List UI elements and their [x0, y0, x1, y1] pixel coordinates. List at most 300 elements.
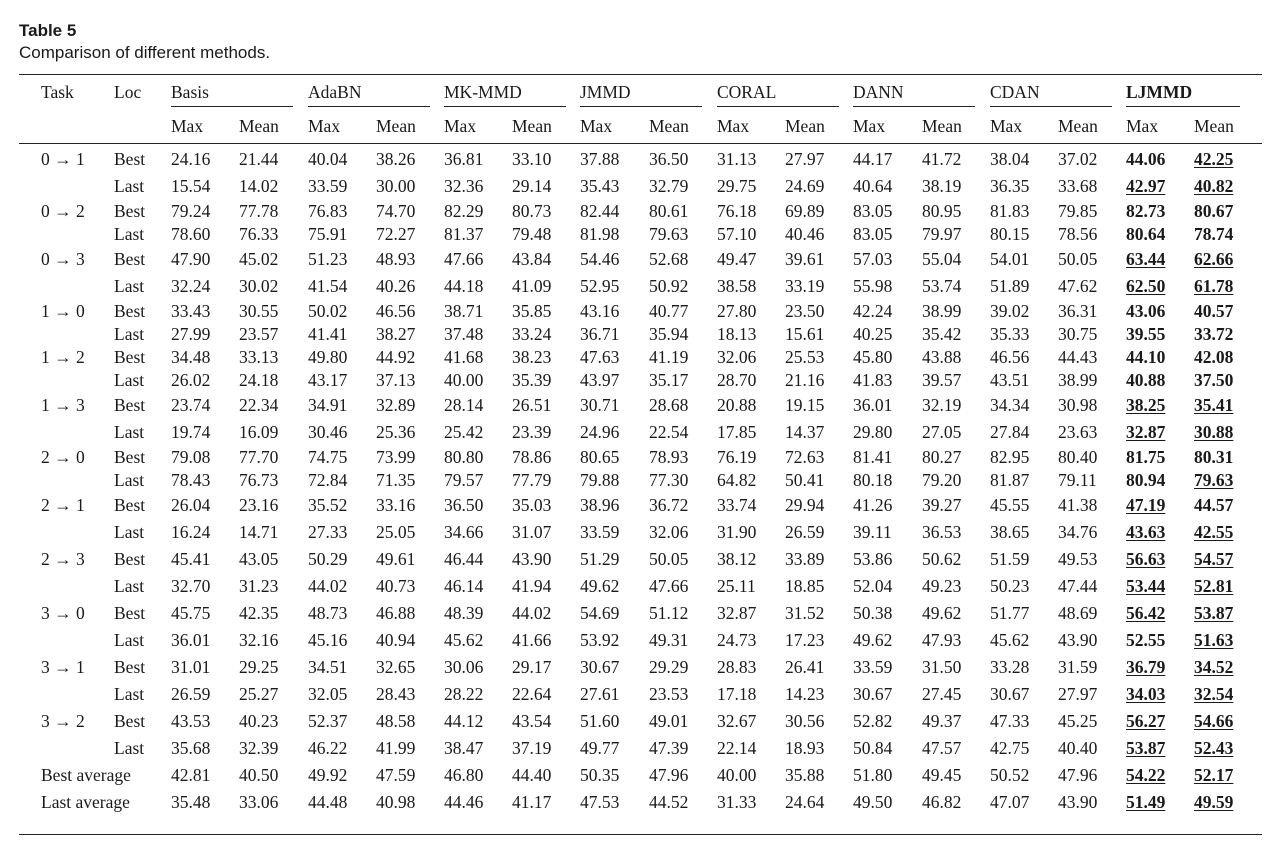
header-rule — [19, 143, 1262, 144]
value-text: 79.63 — [1194, 469, 1234, 490]
value-cell: 81.41 — [853, 446, 893, 467]
ljmmd-mean-cell — [1194, 680, 1268, 707]
value-cell: 49.50 — [853, 791, 893, 812]
value-cell: 45.80 — [853, 346, 893, 367]
value-cell: 40.26 — [376, 275, 416, 296]
value-cell: 51.23 — [308, 248, 348, 269]
value-cell: 40.23 — [239, 710, 279, 731]
value-cell: 37.13 — [376, 369, 416, 390]
value-cell: 46.14 — [444, 575, 484, 596]
loc-cell: Best — [114, 548, 146, 569]
value-cell: 42.35 — [239, 602, 279, 623]
value-cell: 39.57 — [922, 369, 962, 390]
value-cell: 51.77 — [990, 602, 1030, 623]
task-cell — [19, 272, 114, 299]
value-cell: 42.75 — [990, 737, 1030, 758]
value-cell: 41.26 — [853, 494, 893, 515]
value-cell: 49.01 — [649, 710, 689, 731]
value-text: 53.87 — [1194, 602, 1234, 623]
value-cell: 51.60 — [580, 710, 620, 731]
value-text: 53.44 — [1126, 575, 1166, 596]
value-cell: 16.09 — [239, 421, 279, 442]
value-cell: 79.63 — [649, 223, 689, 244]
value-cell: 75.91 — [308, 223, 348, 244]
value-cell: 33.59 — [580, 521, 620, 542]
value-cell: 42.81 — [171, 764, 211, 785]
value-cell: 43.53 — [171, 710, 211, 731]
ljmmd-mean-cell — [1194, 245, 1268, 272]
value-cell: 27.84 — [990, 421, 1030, 442]
value-text: 49.59 — [1194, 791, 1234, 812]
value-cell: 80.27 — [922, 446, 962, 467]
value-cell: 18.93 — [785, 737, 825, 758]
value-cell: 26.59 — [171, 683, 211, 704]
loc-cell: Last — [114, 575, 145, 596]
value-cell: 45.55 — [990, 494, 1030, 515]
table-row — [19, 680, 1268, 707]
loc-cell: Last — [114, 521, 145, 542]
value-text: 42.97 — [1126, 175, 1166, 196]
value-cell: 35.33 — [990, 323, 1030, 344]
loc-cell: Last — [114, 175, 145, 196]
value-cell: 41.17 — [512, 791, 552, 812]
value-cell: 35.48 — [171, 791, 211, 812]
ljmmd-max-cell — [1126, 518, 1194, 545]
ljmmd-max-cell — [1126, 368, 1194, 391]
loc-cell: Last — [114, 629, 145, 650]
value-cell: 15.61 — [785, 323, 825, 344]
group-rule-mk-mmd — [444, 106, 566, 107]
subheader-max: Max — [990, 116, 1023, 136]
value-cell: 80.40 — [1058, 446, 1098, 467]
table-row — [19, 445, 1268, 468]
group-rule-jmmd — [580, 106, 702, 107]
value-cell: 36.72 — [649, 494, 689, 515]
value-cell: 52.68 — [649, 248, 689, 269]
value-text: 51.49 — [1126, 791, 1166, 812]
header-coral: CORAL — [717, 82, 777, 102]
value-cell: 36.35 — [990, 175, 1030, 196]
value-cell: 43.90 — [1058, 791, 1098, 812]
value-text: 80.31 — [1194, 446, 1234, 467]
value-cell: 38.71 — [444, 300, 484, 321]
value-cell: 27.45 — [922, 683, 962, 704]
value-cell: 44.92 — [376, 346, 416, 367]
table-row — [19, 272, 1268, 299]
value-cell: 38.58 — [717, 275, 757, 296]
value-cell: 76.73 — [239, 469, 279, 490]
value-cell: 32.70 — [171, 575, 211, 596]
value-cell: 24.96 — [580, 421, 620, 442]
value-cell: 31.23 — [239, 575, 279, 596]
value-cell: 38.04 — [990, 148, 1030, 169]
value-cell: 21.44 — [239, 148, 279, 169]
value-cell: 37.88 — [580, 148, 620, 169]
value-cell: 46.56 — [990, 346, 1030, 367]
value-cell: 48.58 — [376, 710, 416, 731]
value-cell: 26.41 — [785, 656, 825, 677]
value-cell: 22.64 — [512, 683, 552, 704]
value-cell: 32.79 — [649, 175, 689, 196]
value-cell: 81.98 — [580, 223, 620, 244]
task-cell: 1 → 2 — [41, 346, 85, 367]
value-cell: 55.98 — [853, 275, 893, 296]
value-cell: 50.05 — [1058, 248, 1098, 269]
value-cell: 52.04 — [853, 575, 893, 596]
loc-cell: Best — [114, 248, 146, 269]
value-cell: 37.19 — [512, 737, 552, 758]
table-row — [19, 707, 1268, 734]
loc-cell: Best — [114, 300, 146, 321]
value-text: 42.55 — [1194, 521, 1234, 542]
value-cell: 80.95 — [922, 200, 962, 221]
table-row — [19, 626, 1268, 653]
value-cell: 64.82 — [717, 469, 757, 490]
ljmmd-mean-cell — [1194, 468, 1268, 491]
value-cell: 49.62 — [922, 602, 962, 623]
value-cell: 47.59 — [376, 764, 416, 785]
group-rule-cdan — [990, 106, 1112, 107]
value-cell: 19.74 — [171, 421, 211, 442]
value-cell: 30.75 — [1058, 323, 1098, 344]
ljmmd-max-cell — [1126, 245, 1194, 272]
value-cell: 39.27 — [922, 494, 962, 515]
value-cell: 32.87 — [717, 602, 757, 623]
value-text: 36.79 — [1126, 656, 1166, 677]
table-row — [19, 345, 1268, 368]
value-cell: 83.05 — [853, 223, 893, 244]
table-row — [19, 788, 1268, 815]
value-cell: 44.40 — [512, 764, 552, 785]
value-text: 44.10 — [1126, 346, 1166, 367]
ljmmd-mean-cell — [1194, 599, 1268, 626]
value-text: 56.42 — [1126, 602, 1166, 623]
table-row — [19, 545, 1268, 572]
table-subtitle: Comparison of different methods. — [19, 43, 271, 62]
value-cell: 45.25 — [1058, 710, 1098, 731]
value-cell: 46.56 — [376, 300, 416, 321]
task-cell — [19, 572, 114, 599]
loc-cell: Best — [114, 494, 146, 515]
value-cell: 22.14 — [717, 737, 757, 758]
subheader-max: Max — [717, 116, 750, 136]
value-cell: 43.84 — [512, 248, 552, 269]
value-text: 32.54 — [1194, 683, 1234, 704]
table-row — [19, 391, 1268, 418]
value-text: 54.22 — [1126, 764, 1166, 785]
value-cell: 44.48 — [308, 791, 348, 812]
value-cell: 32.36 — [444, 175, 484, 196]
value-cell: 72.84 — [308, 469, 348, 490]
value-cell: 28.83 — [717, 656, 757, 677]
value-cell: 35.68 — [171, 737, 211, 758]
value-cell: 22.54 — [649, 421, 689, 442]
value-cell: 34.91 — [308, 394, 348, 415]
value-cell: 35.42 — [922, 323, 962, 344]
value-cell: 25.27 — [239, 683, 279, 704]
value-cell: 30.67 — [580, 656, 620, 677]
task-cell: Best average — [41, 764, 131, 785]
value-cell: 49.37 — [922, 710, 962, 731]
value-cell: 41.38 — [1058, 494, 1098, 515]
value-cell: 76.33 — [239, 223, 279, 244]
ljmmd-max-cell — [1126, 322, 1194, 345]
value-cell: 14.02 — [239, 175, 279, 196]
value-cell: 34.48 — [171, 346, 211, 367]
ljmmd-max-cell — [1126, 299, 1194, 322]
task-cell: 0 → 3 — [41, 248, 85, 269]
header-mk-mmd: MK-MMD — [444, 82, 522, 102]
value-cell: 18.85 — [785, 575, 825, 596]
loc-cell: Best — [114, 446, 146, 467]
value-cell: 32.89 — [376, 394, 416, 415]
value-cell: 40.94 — [376, 629, 416, 650]
header-basis: Basis — [171, 82, 209, 102]
group-rule-adabn — [308, 106, 430, 107]
value-cell: 32.19 — [922, 394, 962, 415]
value-cell: 43.17 — [308, 369, 348, 390]
value-cell: 31.50 — [922, 656, 962, 677]
value-text: 40.88 — [1126, 369, 1166, 390]
table-row — [19, 761, 1268, 788]
value-cell: 29.25 — [239, 656, 279, 677]
value-cell: 47.63 — [580, 346, 620, 367]
value-cell: 80.73 — [512, 200, 552, 221]
value-cell: 79.08 — [171, 446, 211, 467]
task-cell — [19, 368, 114, 391]
ljmmd-max-cell — [1126, 680, 1194, 707]
value-cell: 81.37 — [444, 223, 484, 244]
value-cell: 34.66 — [444, 521, 484, 542]
value-cell: 34.76 — [1058, 521, 1098, 542]
value-cell: 24.64 — [785, 791, 825, 812]
value-cell: 38.23 — [512, 346, 552, 367]
ljmmd-max-cell — [1126, 222, 1194, 245]
value-cell: 43.51 — [990, 369, 1030, 390]
task-cell: 2 → 3 — [41, 548, 85, 569]
value-cell: 50.29 — [308, 548, 348, 569]
subheader-mean: Mean — [512, 116, 552, 136]
value-cell: 28.70 — [717, 369, 757, 390]
value-cell: 30.46 — [308, 421, 348, 442]
value-cell: 50.52 — [990, 764, 1030, 785]
value-cell: 74.70 — [376, 200, 416, 221]
value-cell: 40.40 — [1058, 737, 1098, 758]
ljmmd-max-cell — [1126, 653, 1194, 680]
value-cell: 46.22 — [308, 737, 348, 758]
header-dann: DANN — [853, 82, 904, 102]
value-cell: 41.54 — [308, 275, 348, 296]
value-cell: 79.24 — [171, 200, 211, 221]
table-row — [19, 468, 1268, 491]
table-row — [19, 172, 1268, 199]
value-cell: 15.54 — [171, 175, 211, 196]
value-text: 44.57 — [1194, 494, 1234, 515]
value-cell: 80.18 — [853, 469, 893, 490]
value-text: 61.78 — [1194, 275, 1234, 296]
header-cdan: CDAN — [990, 82, 1040, 102]
value-cell: 52.82 — [853, 710, 893, 731]
value-cell: 32.65 — [376, 656, 416, 677]
ljmmd-mean-cell — [1194, 761, 1268, 788]
value-cell: 36.71 — [580, 323, 620, 344]
value-cell: 81.83 — [990, 200, 1030, 221]
value-cell: 77.79 — [512, 469, 552, 490]
value-cell: 30.67 — [853, 683, 893, 704]
task-cell — [19, 734, 114, 761]
value-cell: 38.65 — [990, 521, 1030, 542]
value-cell: 81.87 — [990, 469, 1030, 490]
ljmmd-max-cell — [1126, 145, 1194, 172]
value-text: 47.19 — [1126, 494, 1166, 515]
ljmmd-mean-cell — [1194, 272, 1268, 299]
value-text: 62.66 — [1194, 248, 1234, 269]
ljmmd-mean-cell — [1194, 391, 1268, 418]
value-cell: 34.34 — [990, 394, 1030, 415]
value-text: 56.63 — [1126, 548, 1166, 569]
value-cell: 79.20 — [922, 469, 962, 490]
value-text: 43.63 — [1126, 521, 1166, 542]
value-cell: 41.94 — [512, 575, 552, 596]
value-cell: 34.51 — [308, 656, 348, 677]
value-cell: 50.23 — [990, 575, 1030, 596]
value-text: 52.17 — [1194, 764, 1234, 785]
value-cell: 38.19 — [922, 175, 962, 196]
value-cell: 40.25 — [853, 323, 893, 344]
task-cell: 1 → 3 — [41, 394, 85, 415]
value-cell: 26.04 — [171, 494, 211, 515]
value-cell: 24.73 — [717, 629, 757, 650]
value-cell: 36.01 — [853, 394, 893, 415]
task-cell: 3 → 0 — [41, 602, 85, 623]
value-cell: 45.16 — [308, 629, 348, 650]
value-cell: 29.17 — [512, 656, 552, 677]
loc-cell: Best — [114, 346, 146, 367]
subheader-mean: Mean — [376, 116, 416, 136]
loc-cell: Best — [114, 656, 146, 677]
value-cell: 40.00 — [444, 369, 484, 390]
value-text: 33.72 — [1194, 323, 1234, 344]
value-cell: 47.33 — [990, 710, 1030, 731]
value-cell: 33.24 — [512, 323, 552, 344]
loc-cell: Best — [114, 710, 146, 731]
value-cell: 41.72 — [922, 148, 962, 169]
value-cell: 17.85 — [717, 421, 757, 442]
value-cell: 38.47 — [444, 737, 484, 758]
task-cell — [19, 418, 114, 445]
value-cell: 31.33 — [717, 791, 757, 812]
value-cell: 32.39 — [239, 737, 279, 758]
value-cell: 40.64 — [853, 175, 893, 196]
value-cell: 80.80 — [444, 446, 484, 467]
value-cell: 14.37 — [785, 421, 825, 442]
value-cell: 53.92 — [580, 629, 620, 650]
ljmmd-max-cell — [1126, 468, 1194, 491]
value-text: 80.67 — [1194, 200, 1234, 221]
ljmmd-max-cell — [1126, 545, 1194, 572]
value-cell: 33.43 — [171, 300, 211, 321]
ljmmd-max-cell — [1126, 572, 1194, 599]
value-cell: 31.01 — [171, 656, 211, 677]
value-text: 54.57 — [1194, 548, 1234, 569]
loc-cell: Best — [114, 602, 146, 623]
ljmmd-mean-cell — [1194, 345, 1268, 368]
ljmmd-mean-cell — [1194, 545, 1268, 572]
value-cell: 39.02 — [990, 300, 1030, 321]
value-cell: 33.19 — [785, 275, 825, 296]
value-cell: 79.11 — [1058, 469, 1097, 490]
table-row — [19, 653, 1268, 680]
value-cell: 57.03 — [853, 248, 893, 269]
value-cell: 41.99 — [376, 737, 416, 758]
value-cell: 80.61 — [649, 200, 689, 221]
value-text: 52.55 — [1126, 629, 1166, 650]
value-cell: 41.09 — [512, 275, 552, 296]
value-text: 44.06 — [1126, 148, 1166, 169]
value-cell: 27.05 — [922, 421, 962, 442]
header-task: Task — [41, 82, 74, 102]
header-ljmmd: LJMMD — [1126, 82, 1193, 102]
value-text: 53.87 — [1126, 737, 1166, 758]
ljmmd-max-cell — [1126, 272, 1194, 299]
value-cell: 79.85 — [1058, 200, 1098, 221]
value-cell: 17.23 — [785, 629, 825, 650]
value-cell: 47.90 — [171, 248, 211, 269]
subheader-max: Max — [444, 116, 477, 136]
value-cell: 47.66 — [444, 248, 484, 269]
value-cell: 35.43 — [580, 175, 620, 196]
value-cell: 50.41 — [785, 469, 825, 490]
ljmmd-mean-cell — [1194, 572, 1268, 599]
value-cell: 31.59 — [1058, 656, 1098, 677]
value-cell: 48.39 — [444, 602, 484, 623]
value-cell: 37.02 — [1058, 148, 1098, 169]
value-cell: 30.67 — [990, 683, 1030, 704]
value-cell: 32.06 — [649, 521, 689, 542]
loc-cell: Last — [114, 223, 145, 244]
value-cell: 25.36 — [376, 421, 416, 442]
subheader-mean: Mean — [922, 116, 962, 136]
value-cell: 30.56 — [785, 710, 825, 731]
value-cell: 69.89 — [785, 200, 825, 221]
value-cell: 28.22 — [444, 683, 484, 704]
value-cell: 26.59 — [785, 521, 825, 542]
subheader-max: Max — [308, 116, 341, 136]
value-cell: 28.14 — [444, 394, 484, 415]
value-text: 30.88 — [1194, 421, 1234, 442]
value-text: 39.55 — [1126, 323, 1166, 344]
task-cell: 3 → 1 — [41, 656, 85, 677]
task-cell — [19, 222, 114, 245]
value-cell: 23.74 — [171, 394, 211, 415]
value-cell: 26.02 — [171, 369, 211, 390]
value-cell: 78.86 — [512, 446, 552, 467]
table-title: Table 5 — [19, 21, 77, 40]
value-cell: 35.85 — [512, 300, 552, 321]
value-cell: 31.07 — [512, 521, 552, 542]
value-cell: 49.77 — [580, 737, 620, 758]
value-cell: 40.00 — [717, 764, 757, 785]
ljmmd-max-cell — [1126, 761, 1194, 788]
results-table — [19, 145, 1268, 815]
ljmmd-max-cell — [1126, 491, 1194, 518]
bottom-rule — [19, 834, 1262, 835]
subheader-max: Max — [171, 116, 204, 136]
ljmmd-max-cell — [1126, 599, 1194, 626]
value-cell: 47.96 — [649, 764, 689, 785]
value-cell: 41.41 — [308, 323, 348, 344]
ljmmd-mean-cell — [1194, 626, 1268, 653]
